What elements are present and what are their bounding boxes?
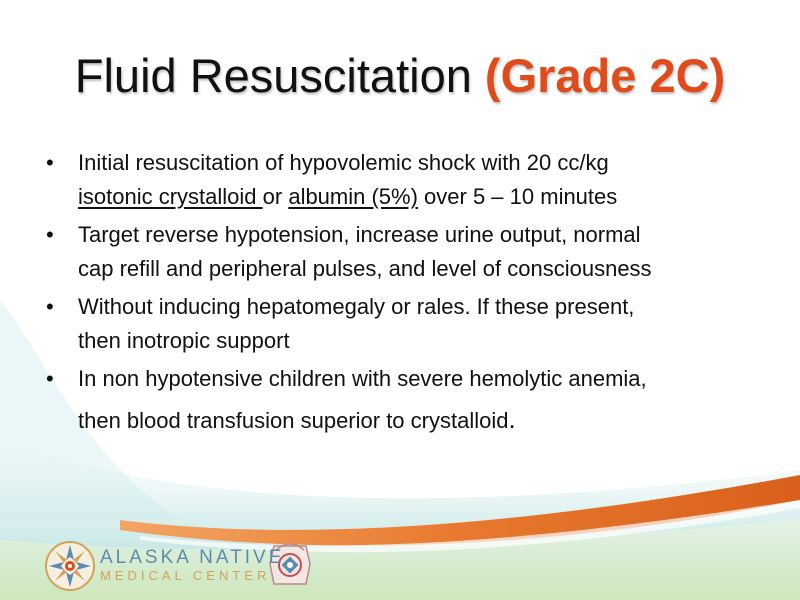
title-main: Fluid Resuscitation <box>74 49 472 102</box>
bullet-line <box>78 402 744 438</box>
bullet-text: Without inducing hepatomegaly or rales. If these present, <box>78 294 635 319</box>
isotonic-crystalloid-link: isotonic crystalloid <box>78 184 263 209</box>
bullet-dot: • <box>46 150 54 175</box>
bullet-text: then inotropic support <box>78 328 290 353</box>
bullet-line <box>78 324 744 358</box>
bullet-dot: • <box>46 294 54 319</box>
bullet-item <box>44 290 744 358</box>
bullet-list <box>44 146 744 442</box>
bullet-text: Initial resuscitation of hypovolemic shock with 20 cc/kg <box>78 150 609 175</box>
bullet-text: cap refill and peripheral pulses, and level of consciousness <box>78 256 652 281</box>
slide-title <box>0 44 800 108</box>
bullet-dot: • <box>46 366 54 391</box>
bullet-dot: • <box>46 222 54 247</box>
brand-name-line1: ALASKA NATIVE <box>100 547 285 568</box>
bullet-line <box>78 180 744 214</box>
bullet-line <box>78 362 744 396</box>
bullet-text: over 5 – 10 minutes <box>417 184 618 209</box>
brand-name-line2: MEDICAL CENTER <box>100 568 271 583</box>
bullet-item <box>44 218 744 286</box>
bullet-line <box>78 146 744 180</box>
bullet-text: then blood transfusion superior to crystalloid <box>78 408 509 433</box>
bullet-line <box>78 290 744 324</box>
bullet-text: In non hypotensive children with severe hemolytic anemia, <box>78 366 647 391</box>
bullet-line <box>78 218 744 252</box>
star-emblem-icon <box>46 542 94 590</box>
bullet-text: or <box>262 184 289 209</box>
title-grade: (Grade 2C) <box>484 49 726 102</box>
bullet-item <box>44 146 744 214</box>
bullet-text: . <box>508 404 516 434</box>
bullet-text: Target reverse hypotension, increase urine output, normal <box>78 222 641 247</box>
bullet-line <box>78 252 744 286</box>
albumin-link: albumin (5%) <box>288 184 418 209</box>
bullet-item <box>44 362 744 438</box>
